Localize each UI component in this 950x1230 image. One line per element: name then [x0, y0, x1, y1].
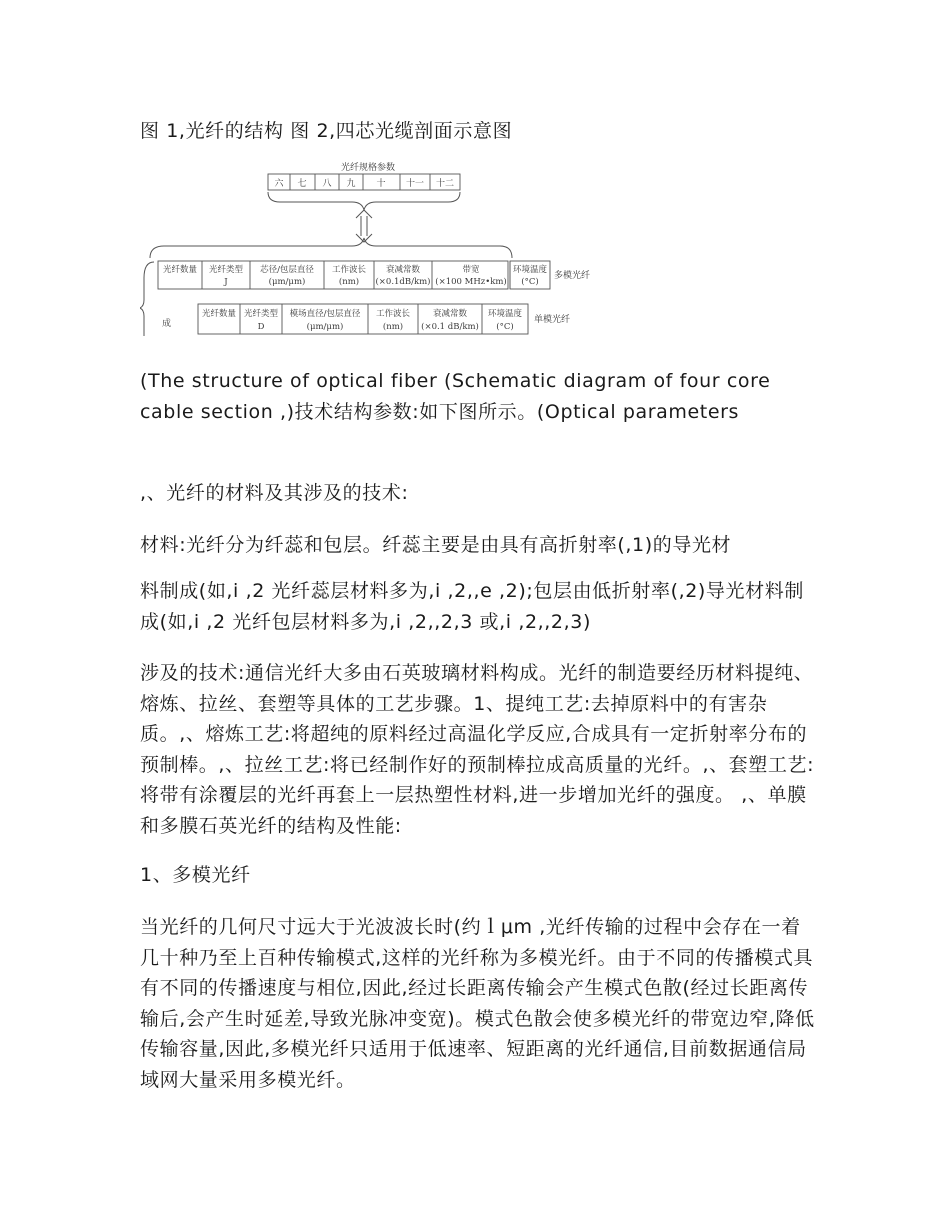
mm-cell-line2: (μm/μm) [268, 277, 306, 287]
paragraph-multimode: 当光纤的几何尺寸远大于光波波长时(约ｌμm ,光纤传输的过程中会存在一着几十种乃至上百种传输模式,这样的光纤称为多模光纤。由于不同的传播模式具有不同的传播速度与相位,因此,经过长距离传输会产生模式色散(经过长距离传输后,会产生时延差,导致光脉冲变宽)。模式色散会使多模光纤的带宽边窄,降低传输容量,因此,多模光纤只适用于低速率、短距离的光纤通信,目前数据通信局域网大量采用多模光纤。 [140, 916, 815, 1091]
mm-cell-line1: 光纤类型 [208, 265, 244, 275]
upper-brace [268, 192, 460, 210]
diagram-title: 光纤规格参数 [340, 163, 396, 173]
sm-cell-line1: 光纤类型 [243, 309, 279, 319]
top-cell: 十 [376, 179, 386, 189]
sm-cell-line2: (nm) [382, 322, 404, 332]
top-cell: 九 [346, 179, 356, 189]
sm-cell-line1: 模场直径/包层直径 [289, 309, 361, 319]
sm-cell-line1: 光纤数量 [201, 309, 237, 319]
top-cell: 六 [274, 179, 284, 189]
left-brace [140, 262, 154, 336]
paragraph-heading-materials: ,、光纤的材料及其涉及的技术: [140, 482, 409, 504]
sm-cell-line1: 衰减常数 [432, 309, 468, 319]
mm-cell-line1: 衰减常数 [385, 265, 421, 275]
mm-cell-line1: 工作波长 [331, 265, 367, 275]
sm-cell-line1: 环境温度 [487, 309, 523, 319]
mm-cell-line2: (×0.1dB/km) [375, 277, 431, 287]
mm-cell-line2: J [224, 277, 228, 287]
section-heading-multimode: 1、多模光纤 [140, 864, 251, 886]
sm-cell-line2: (°C) [496, 322, 514, 332]
paragraph-technology: 涉及的技术:通信光纤大多由石英玻璃材料构成。光纤的制造要经历材料提纯、熔炼、拉丝、套塑等具体的工艺步骤。1、提纯工艺:去掉原料中的有害杂质。,、熔炼工艺:将超纯的原料经过高温化学反应,合成具有一定折射率分布的预制棒。,、拉丝工艺:将已经制作好的预制棒拉成高质量的光纤。,、套塑工艺:将带有涂覆层的光纤再套上一层热塑性材料,进一步增加光纤的强度。 ,、单膜和多膜石英光纤的结构及性能: [140, 662, 815, 837]
sm-cell-line2: (μm/μm) [306, 322, 344, 332]
paragraph-materials-intro: 材料:光纤分为纤蕊和包层。纤蕊主要是由具有高折射率(,1)的导光材 [140, 534, 732, 556]
top-cell: 十二 [435, 179, 455, 189]
mm-cell-line2: (°C) [521, 277, 539, 287]
sm-cell-line1: 工作波长 [375, 309, 411, 319]
sm-cell-line2: D [257, 322, 265, 332]
lower-brace [150, 238, 512, 258]
mm-cell-line2: (nm) [338, 277, 360, 287]
top-cell: 十一 [405, 179, 425, 189]
mm-cell-line1: 芯径/包层直径 [260, 265, 314, 275]
left-char: 成 [162, 319, 172, 329]
singlemode-label: 单模光纤 [534, 315, 571, 325]
paragraph-materials-detail: 料制成(如,i ,2 光纤蕊层材料多为,i ,2,,e ,2);包层由低折射率(,2)导光材料制成(如,i ,2 光纤包层材料多为,i ,2,,2,3 或,i ,2,,2,3) [140, 580, 804, 633]
mm-cell-line1: 带宽 [462, 265, 480, 275]
double-arrow-icon [356, 210, 372, 242]
paragraph-english-caption: (The structure of optical fiber (Schematic diagram of four core cable section ,)技术结构参数:如下图所示。(Optical parameters [140, 370, 771, 423]
figure-caption: 图 1,光纤的结构 图 2,四芯光缆剖面示意图 [140, 120, 513, 142]
top-cell: 八 [322, 179, 332, 189]
mm-cell-line1: 环境温度 [512, 265, 548, 275]
fiber-spec-diagram [140, 158, 600, 340]
mm-cell-line1: 光纤数量 [162, 265, 198, 275]
mm-cell-line2: (×100 MHz•km) [435, 277, 507, 287]
top-cell: 七 [297, 179, 307, 189]
sm-cell-line2: (×0.1 dB/km) [421, 322, 479, 332]
multimode-label: 多模光纤 [554, 271, 591, 281]
